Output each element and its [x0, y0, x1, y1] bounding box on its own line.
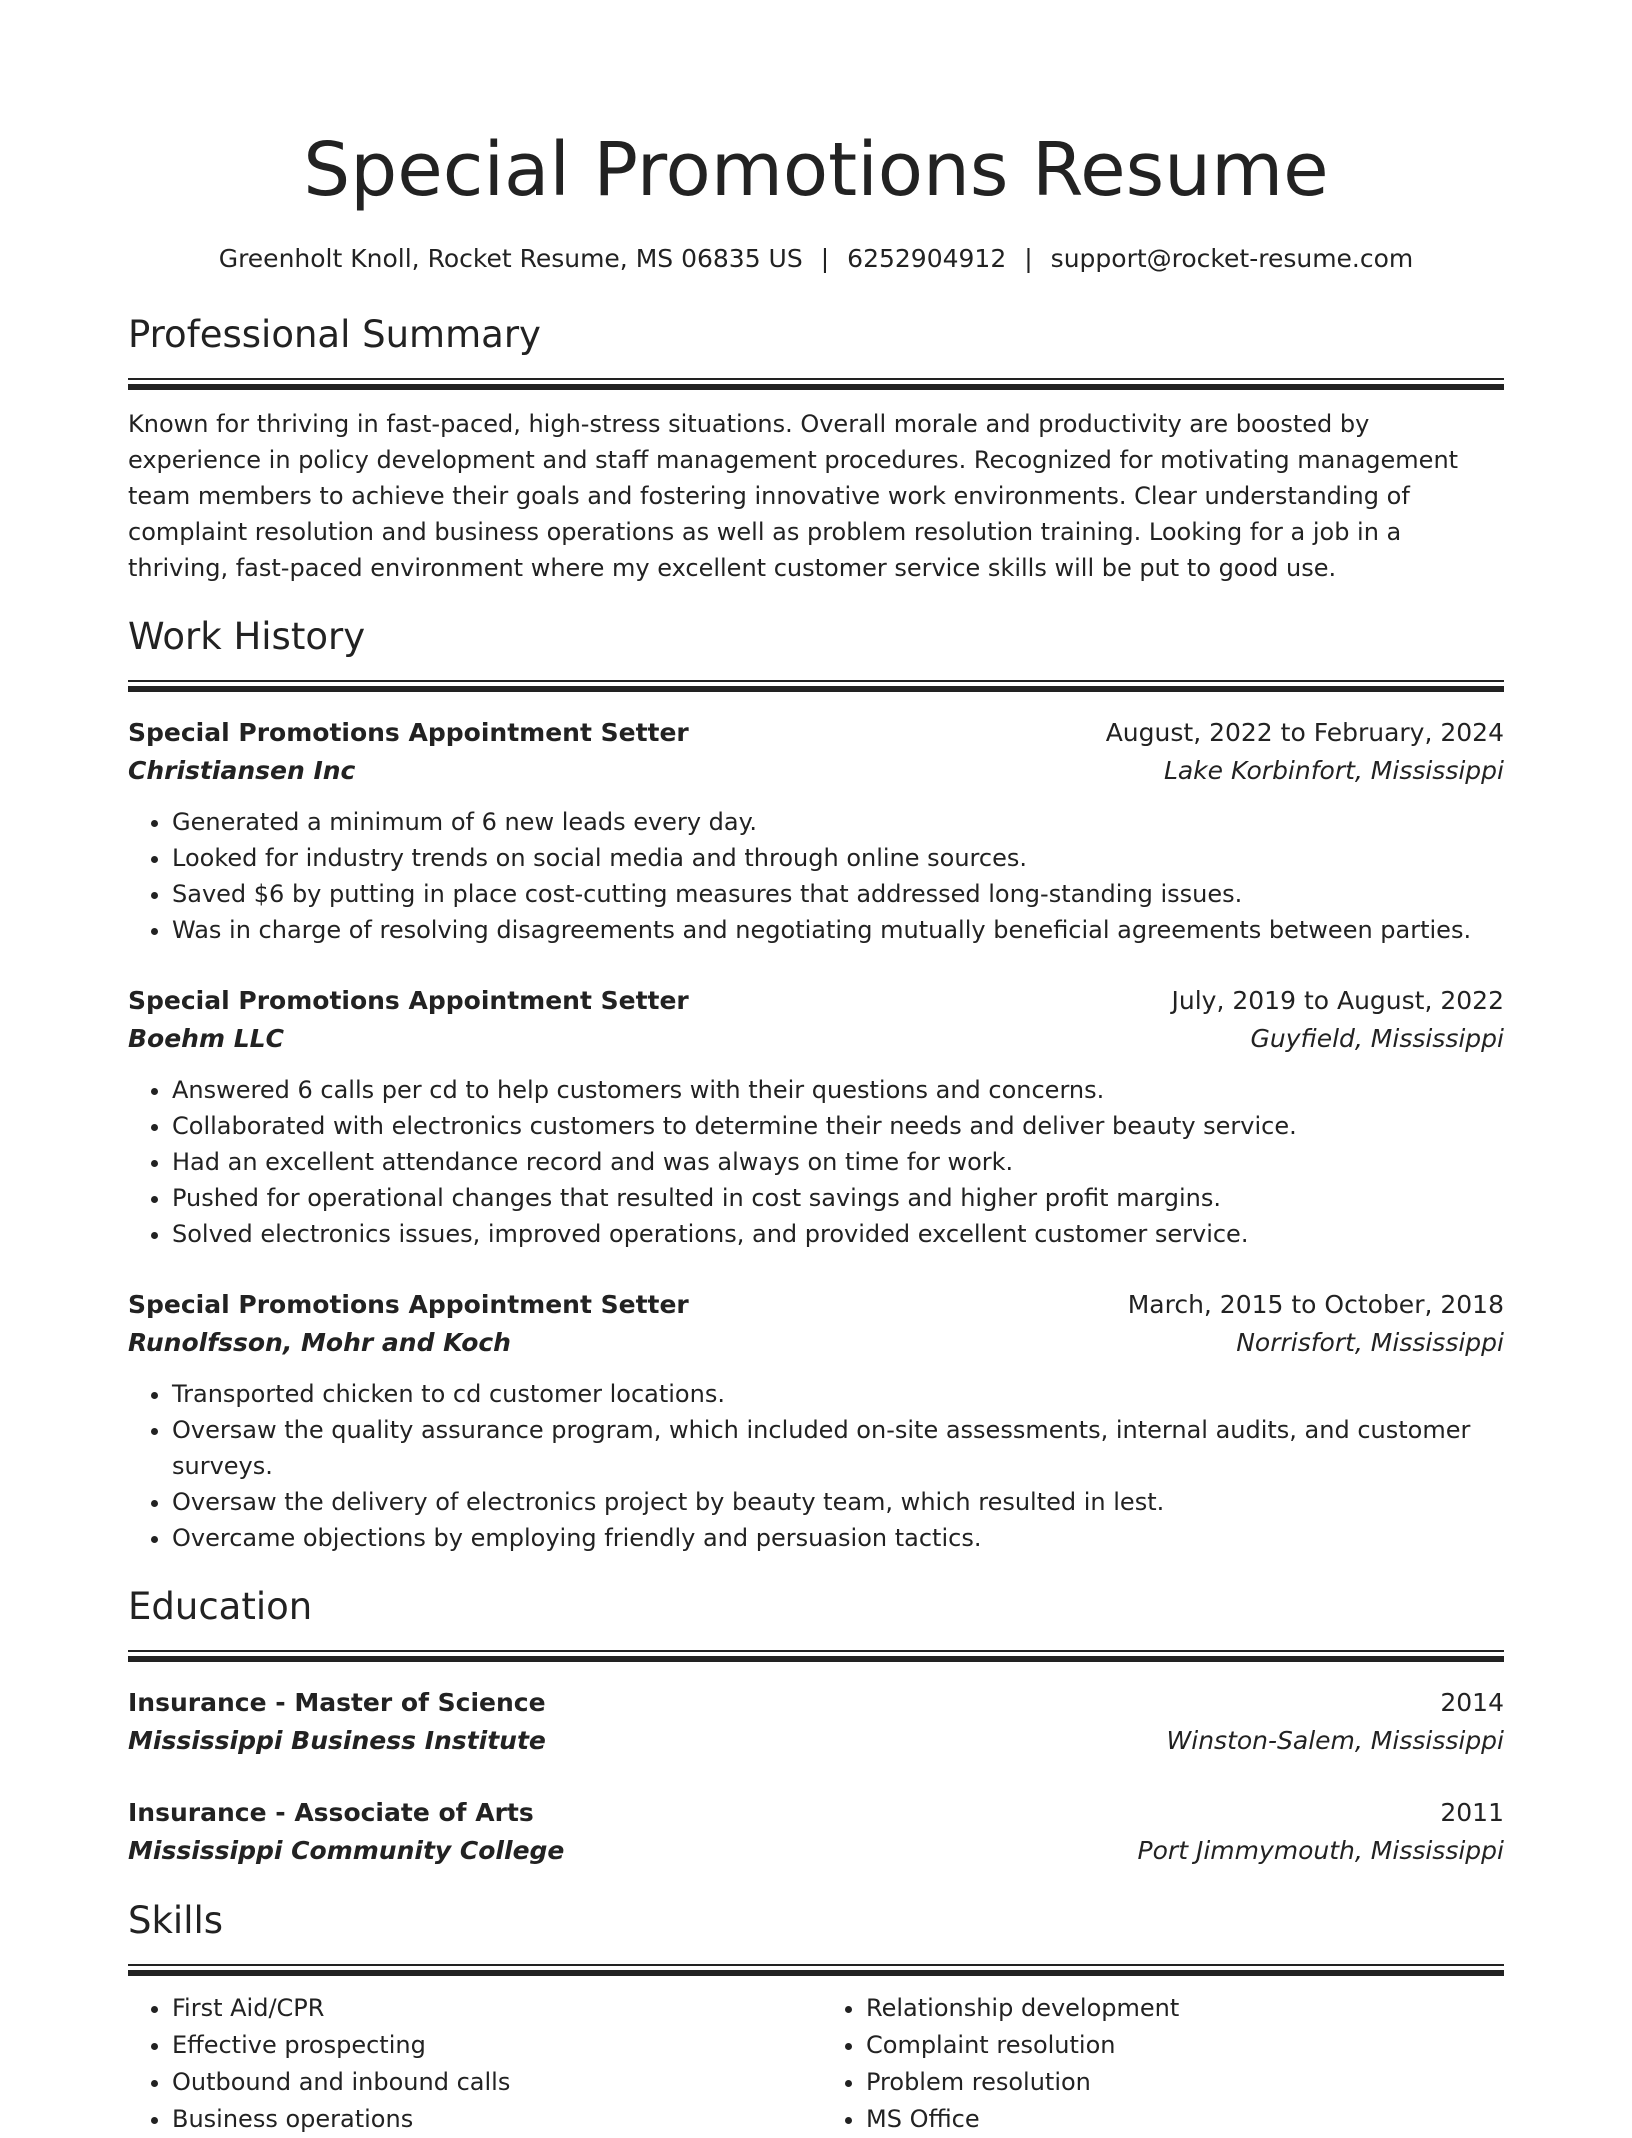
education-school: Mississippi Community College: [128, 1836, 565, 1865]
job-bullet: • Oversaw the quality assurance program, which included on-site assessments, internal audits, and customer surveys.: [172, 1412, 1504, 1484]
education-year: 2014: [1440, 1688, 1504, 1717]
job-bullets: [128, 1072, 1504, 1252]
work-history-section: [128, 612, 1504, 1556]
job-entry: [128, 1286, 1504, 1556]
job-bullets: [128, 1376, 1504, 1556]
skill-item: • First Aid/CPR: [172, 1990, 816, 2027]
skill-item: • Outbound and inbound calls: [172, 2064, 816, 2101]
education-degree: Insurance - Associate of Arts: [128, 1798, 534, 1827]
skill-item: • Relationship development: [866, 1990, 1504, 2027]
education-school: Mississippi Business Institute: [128, 1726, 546, 1755]
job-bullet: • Had an excellent attendance record and was always on time for work.: [172, 1144, 1504, 1180]
skills-section: [128, 1896, 1504, 2138]
contact-separator: |: [1024, 244, 1033, 273]
section-divider: [128, 1650, 1504, 1662]
summary-section: [128, 310, 1504, 586]
section-divider: [128, 680, 1504, 692]
skill-item: • Complaint resolution: [866, 2027, 1504, 2064]
section-divider: [128, 378, 1504, 390]
job-title: Special Promotions Appointment Setter: [128, 718, 689, 747]
skills-list: [128, 1990, 1504, 2138]
section-heading-skills: Skills: [128, 1899, 224, 1942]
job-title: Special Promotions Appointment Setter: [128, 986, 689, 1015]
job-bullet: • Pushed for operational changes that resulted in cost savings and higher profit margins.: [172, 1180, 1504, 1216]
contact-address: Greenholt Knoll, Rocket Resume, MS 06835 US: [218, 244, 803, 273]
job-dates: March, 2015 to October, 2018: [1127, 1290, 1504, 1319]
job-bullet: • Answered 6 calls per cd to help customers with their questions and concerns.: [172, 1072, 1504, 1108]
job-bullet: • Saved $6 by putting in place cost-cutting measures that addressed long-standing issues.: [172, 876, 1504, 912]
job-company: Boehm LLC: [128, 1024, 284, 1053]
job-bullet: • Overcame objections by employing friendly and persuasion tactics.: [172, 1520, 1504, 1556]
section-heading-education: Education: [128, 1585, 313, 1628]
job-bullets: [128, 804, 1504, 948]
education-year: 2011: [1440, 1798, 1504, 1827]
education-location: Port Jimmymouth, Mississippi: [1137, 1836, 1504, 1865]
job-bullet: • Oversaw the delivery of electronics project by beauty team, which resulted in lest.: [172, 1484, 1504, 1520]
job-title: Special Promotions Appointment Setter: [128, 1290, 689, 1319]
skills-column-right: [816, 1990, 1504, 2138]
resume-title: Special Promotions Resume: [303, 127, 1329, 213]
education-degree: Insurance - Master of Science: [128, 1688, 546, 1717]
job-location: Norrisfort, Mississippi: [1236, 1328, 1504, 1357]
education-location: Winston-Salem, Mississippi: [1166, 1726, 1504, 1755]
section-heading-summary: Professional Summary: [128, 313, 541, 356]
job-entry: [128, 714, 1504, 948]
contact-email[interactable]: support@rocket-resume.com: [1050, 244, 1414, 273]
education-entry: [128, 1684, 1504, 1760]
job-company: Christiansen Inc: [128, 756, 356, 785]
job-dates: July, 2019 to August, 2022: [1171, 986, 1504, 1015]
skill-item: • Business operations: [172, 2101, 816, 2138]
job-bullet: • Looked for industry trends on social media and through online sources.: [172, 840, 1504, 876]
job-bullet: • Was in charge of resolving disagreements and negotiating mutually beneficial agreements between parties.: [172, 912, 1504, 948]
education-section: [128, 1582, 1504, 1870]
section-divider: [128, 1964, 1504, 1976]
job-location: Lake Korbinfort, Mississippi: [1163, 756, 1504, 785]
contact-line: [128, 242, 1504, 276]
skill-item: • MS Office: [866, 2101, 1504, 2138]
job-bullet: • Collaborated with electronics customers to determine their needs and deliver beauty service.: [172, 1108, 1504, 1144]
contact-separator: |: [820, 244, 830, 273]
job-entry: [128, 982, 1504, 1252]
job-bullet: • Solved electronics issues, improved operations, and provided excellent customer service.: [172, 1216, 1504, 1252]
job-bullet: • Generated a minimum of 6 new leads every day.: [172, 804, 1504, 840]
job-dates: August, 2022 to February, 2024: [1105, 718, 1504, 747]
skills-column-left: [128, 1990, 816, 2138]
contact-phone: 6252904912: [847, 244, 1007, 273]
skill-item: • Effective prospecting: [172, 2027, 816, 2064]
skill-item: • Problem resolution: [866, 2064, 1504, 2101]
education-entry: [128, 1794, 1504, 1870]
summary-text: Known for thriving in fast-paced, high-stress situations. Overall morale and productivity are boosted by experience in policy development and staff management procedures. Recognized for motivating management team members to achieve their goals and fostering innovative work environments. Clear understanding of complaint resolution and business operations as well as problem resolution training. Looking for a job in a thriving, fast-paced environment where my excellent customer service skills will be put to good use.: [128, 410, 1459, 582]
job-location: Guyfield, Mississippi: [1250, 1024, 1504, 1053]
section-heading-work: Work History: [128, 615, 366, 658]
job-company: Runolfsson, Mohr and Koch: [128, 1328, 511, 1357]
job-bullet: • Transported chicken to cd customer locations.: [172, 1376, 1504, 1412]
